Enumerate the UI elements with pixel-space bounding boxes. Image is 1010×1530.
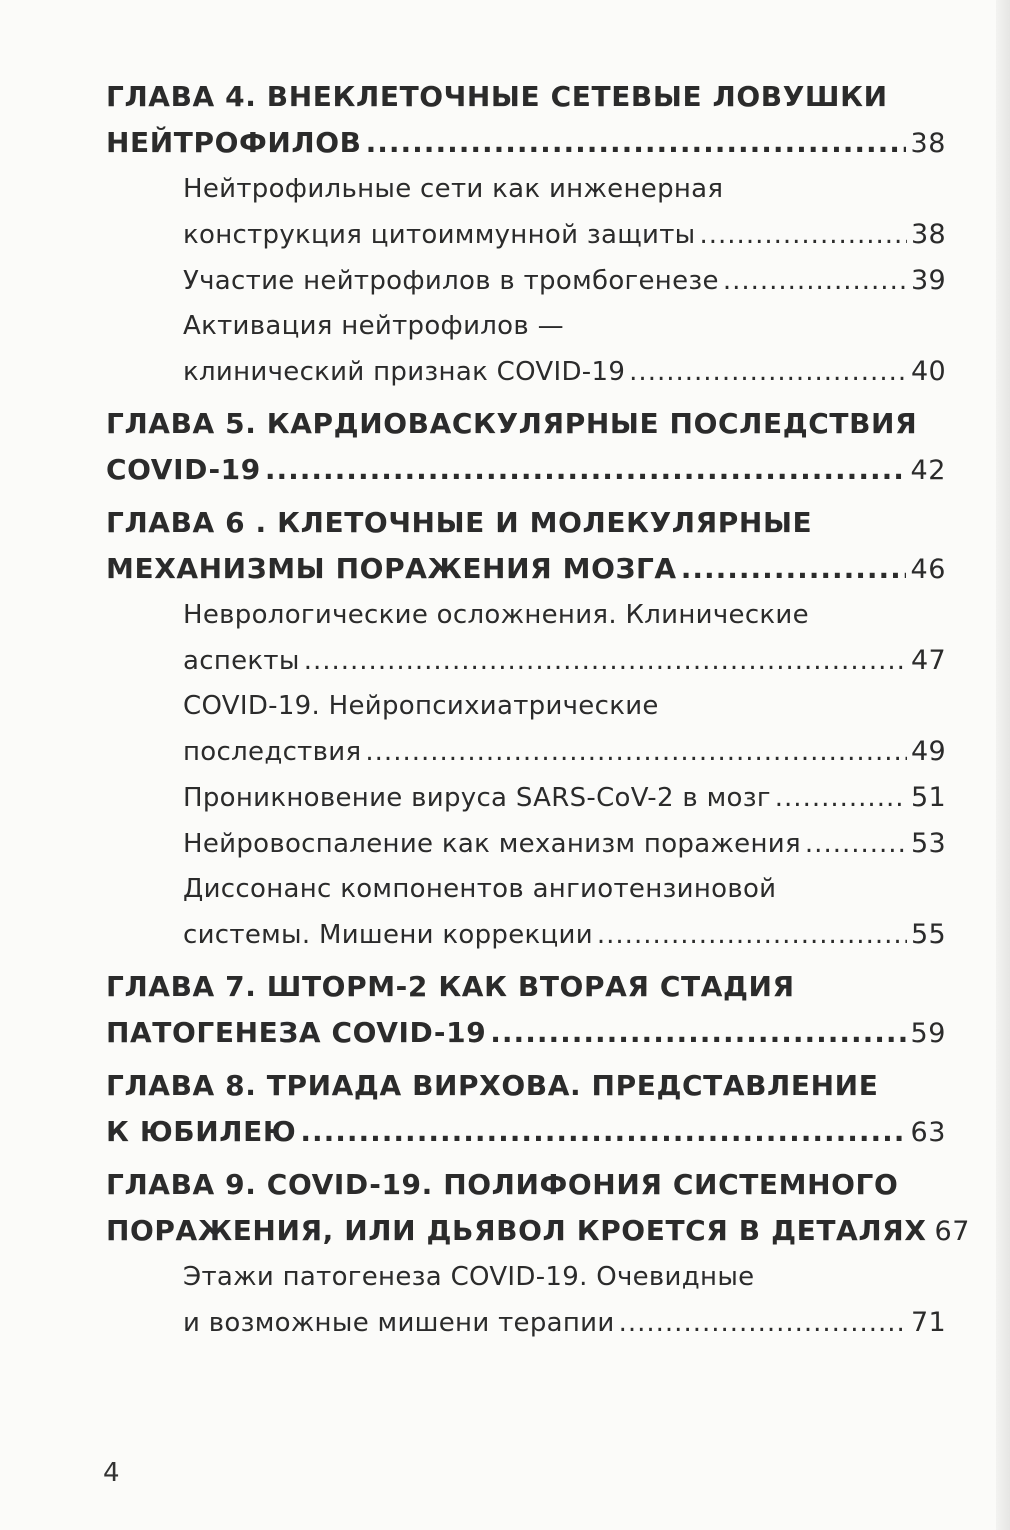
dot-leader — [300, 1109, 906, 1155]
toc-page-number: 59 — [910, 1018, 946, 1049]
toc-entry-title-line: системы. Мишени коррекции — [183, 920, 593, 950]
toc-entry-leader-line — [106, 546, 946, 593]
toc-entry-title-line: COVID-19. Нейропсихиатрические — [183, 691, 659, 721]
toc-entry-title-line: ПАТОГЕНЕЗА COVID-19 — [106, 1016, 487, 1049]
toc-section-entry — [183, 684, 946, 775]
dot-leader — [629, 350, 907, 395]
toc-entry-leader-line — [183, 912, 946, 958]
toc-entry-leader-line — [183, 775, 946, 821]
dot-leader — [597, 913, 907, 958]
toc-page-number: 49 — [911, 736, 946, 767]
page-number: 4 — [103, 1458, 120, 1488]
toc-page-number: 42 — [910, 455, 946, 486]
toc-entry-leader-line — [106, 1208, 971, 1255]
toc-section-entry — [183, 593, 946, 684]
toc-entry-leader-line — [106, 120, 946, 167]
toc-entry-title-line: Диссонанс компонентов ангиотензиновой — [183, 874, 777, 904]
dot-leader — [805, 822, 907, 867]
toc-entry-leader-line — [183, 349, 946, 395]
toc-entry-title-line: ГЛАВА 6 . КЛЕТОЧНЫЕ И МОЛЕКУЛЯРНЫЕ — [106, 506, 813, 539]
toc-page-number: 46 — [910, 554, 946, 585]
toc-entry-title-line: клинический признак COVID-19 — [183, 357, 626, 387]
toc-section-entry — [183, 775, 946, 821]
toc-page-number: 38 — [910, 128, 946, 159]
toc-entry-title-line: К ЮБИЛЕЮ — [106, 1115, 297, 1148]
dot-leader — [490, 1010, 906, 1056]
dot-leader — [775, 776, 907, 821]
toc-entry-title-line: Этажи патогенеза COVID-19. Очевидные — [183, 1262, 755, 1292]
toc-entry-title-line: Неврологические осложнения. Клинические — [183, 600, 809, 630]
toc-page-number: 38 — [911, 219, 946, 250]
toc-section-entry — [183, 258, 946, 304]
toc-entry-title-line: ГЛАВА 5. КАРДИОВАСКУЛЯРНЫЕ ПОСЛЕДСТВИЯ — [106, 407, 918, 440]
toc-entry-title-line: COVID-19 — [106, 453, 261, 486]
toc-entry-title-line: ГЛАВА 8. ТРИАДА ВИРХОВА. ПРЕДСТАВЛЕНИЕ — [106, 1069, 879, 1102]
toc-page-number: 47 — [911, 645, 946, 676]
dot-leader — [366, 120, 907, 166]
toc-entry-leader-line — [106, 1109, 946, 1156]
table-of-contents — [0, 68, 1010, 1346]
toc-section-entry — [183, 821, 946, 867]
toc-entry-leader-line — [183, 1300, 946, 1346]
toc-entry-title-line: ПОРАЖЕНИЯ, ИЛИ ДЬЯВОЛ КРОЕТСЯ В ДЕТАЛЯХ — [106, 1214, 927, 1247]
toc-entry-title-line: ГЛАВА 9. COVID-19. ПОЛИФОНИЯ СИСТЕМНОГО — [106, 1168, 899, 1201]
toc-entry-title-line: Нейровоспаление как механизм поражения — [183, 829, 801, 859]
dot-leader — [619, 1301, 907, 1346]
toc-entry-title-line: Участие нейтрофилов в тромбогенезе — [183, 266, 719, 296]
toc-chapter-entry — [106, 401, 946, 494]
toc-entry-title-line: ГЛАВА 7. ШТОРМ-2 КАК ВТОРАЯ СТАДИЯ — [106, 970, 795, 1003]
dot-leader — [681, 546, 907, 592]
toc-chapter-entry — [106, 1162, 971, 1255]
toc-entry-title-line: последствия — [183, 737, 362, 767]
toc-page-number: 71 — [911, 1307, 946, 1338]
toc-entry-title-line: аспекты — [183, 646, 300, 676]
toc-page-number: 63 — [910, 1117, 946, 1148]
toc-entry-leader-line — [106, 447, 946, 494]
dot-leader — [700, 213, 908, 258]
toc-page-number: 55 — [911, 919, 946, 950]
dot-leader — [365, 730, 907, 775]
toc-section-entry — [183, 304, 946, 395]
toc-entry-leader-line — [183, 821, 946, 867]
toc-entry-title-line: Активация нейтрофилов — — [183, 311, 564, 341]
toc-section-entry — [183, 167, 946, 258]
toc-entry-leader-line — [183, 638, 946, 684]
toc-entry-title-line: Проникновение вируса SARS-CoV-2 в мозг — [183, 783, 771, 813]
dot-leader — [304, 639, 907, 684]
toc-entry-title-line: и возможные мишени терапии — [183, 1308, 615, 1338]
toc-page-number: 53 — [911, 828, 946, 859]
dot-leader — [265, 447, 907, 493]
dot-leader — [723, 259, 907, 304]
toc-page-number: 40 — [911, 356, 946, 387]
toc-chapter-entry — [106, 500, 946, 593]
toc-entry-title-line: НЕЙТРОФИЛОВ — [106, 126, 362, 159]
toc-entry-title-line: конструкция цитоиммунной защиты — [183, 220, 696, 250]
toc-entry-title-line: Нейтрофильные сети как инженерная — [183, 174, 724, 204]
toc-page-number: 51 — [911, 782, 946, 813]
toc-page-number: 67 — [934, 1216, 971, 1247]
toc-section-entry — [183, 867, 946, 958]
toc-entry-title-line: МЕХАНИЗМЫ ПОРАЖЕНИЯ МОЗГА — [106, 552, 677, 585]
toc-chapter-entry — [106, 1063, 946, 1156]
toc-chapter-entry — [106, 74, 946, 167]
toc-entry-leader-line — [106, 1010, 946, 1057]
toc-entry-leader-line — [183, 212, 946, 258]
toc-entry-leader-line — [183, 729, 946, 775]
toc-page-number: 39 — [911, 265, 946, 296]
toc-entry-leader-line — [183, 258, 946, 304]
toc-chapter-entry — [106, 964, 946, 1057]
toc-entry-title-line: ГЛАВА 4. ВНЕКЛЕТОЧНЫЕ СЕТЕВЫЕ ЛОВУШКИ — [106, 80, 888, 113]
toc-section-entry — [183, 1255, 946, 1346]
